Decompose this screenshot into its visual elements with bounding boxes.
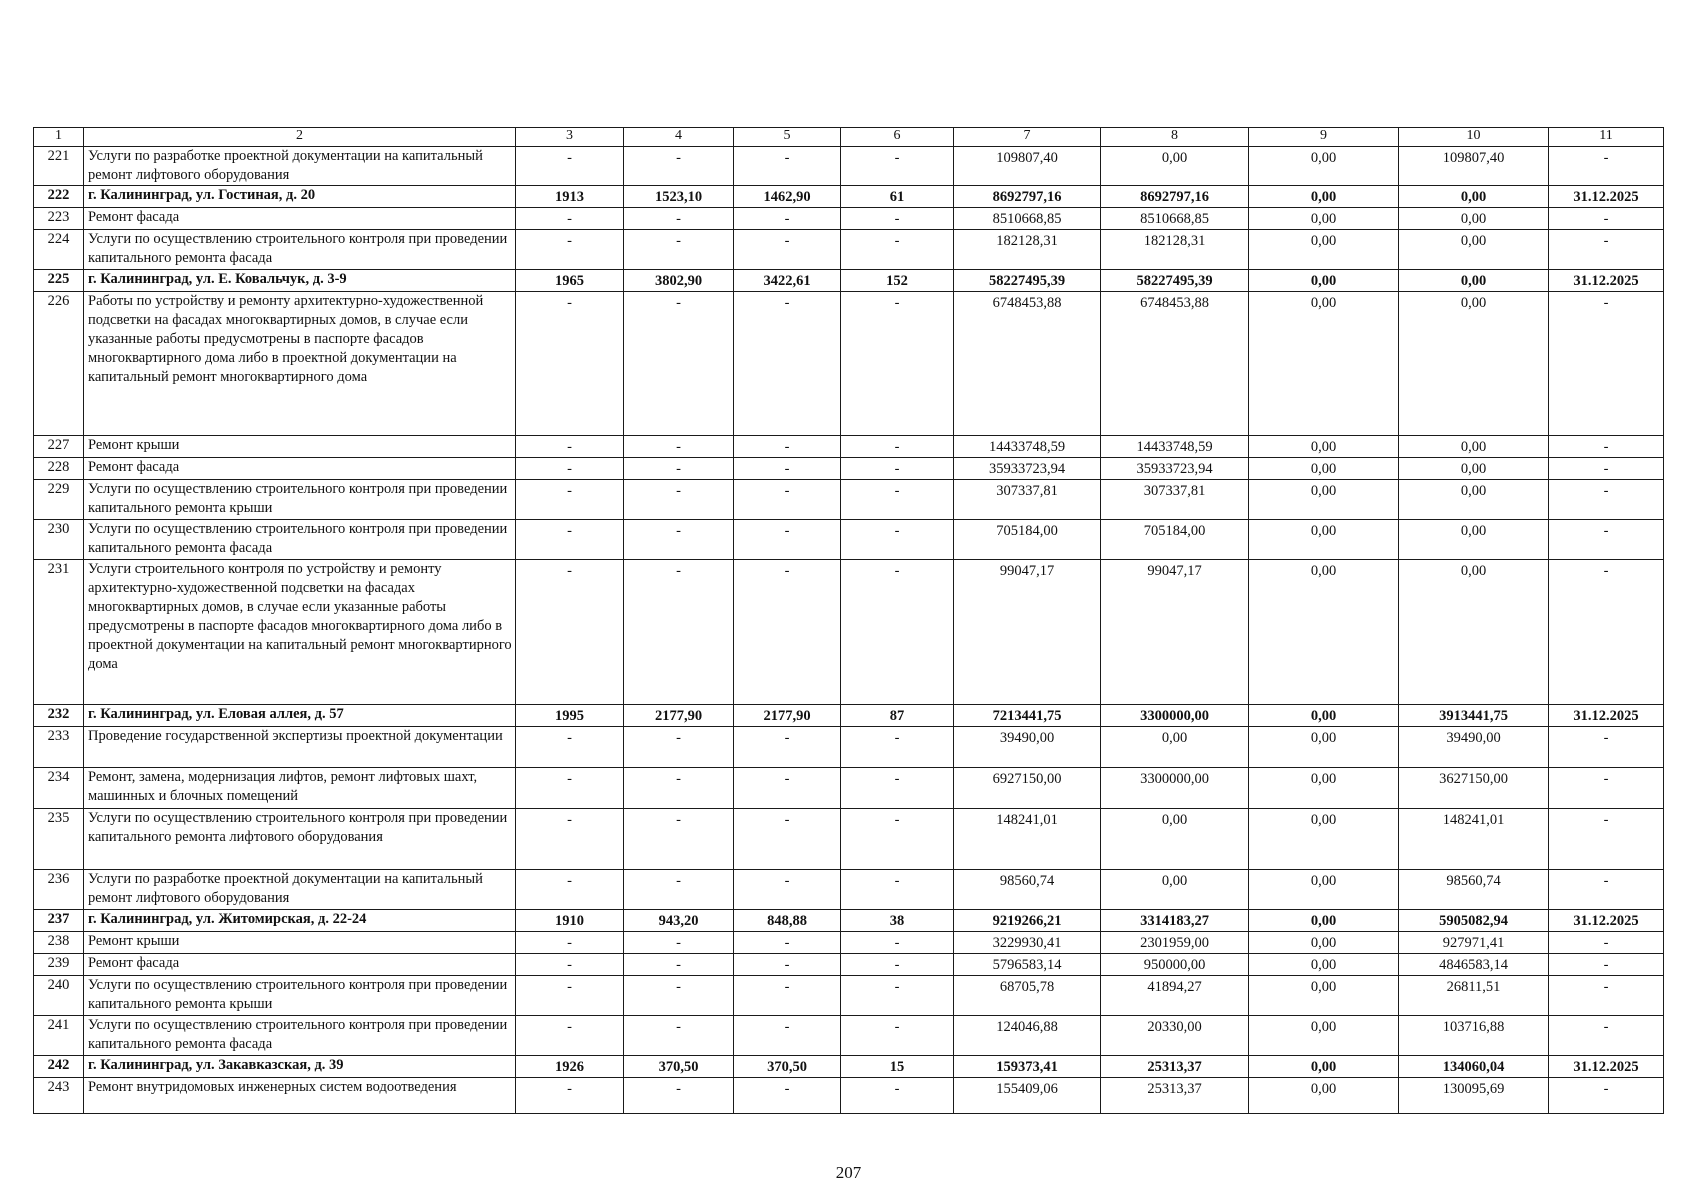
row-number: 234	[34, 768, 84, 809]
completion-date: -	[1549, 976, 1664, 1016]
work-item-row	[34, 976, 1664, 1016]
row-description: Услуги строительного контроля по устройству и ремонту архитектурно-художественной подсветки на фасадах многоквартирных домов, в случае если указанные работы предусмотрены в паспорте фасадов многоквартирного дома либо в проектной документации на капитальный ремонт многоквартирного дома	[84, 560, 516, 705]
row-description: Услуги по осуществлению строительного контроля при проведении капитального ремонта лифтового оборудования	[84, 809, 516, 870]
completion-date: 31.12.2025	[1549, 705, 1664, 727]
work-item-row	[34, 768, 1664, 809]
other-sources: 0,00	[1249, 1016, 1399, 1056]
completion-date: -	[1549, 458, 1664, 480]
total-cost: 98560,74	[954, 870, 1101, 910]
residents-count: -	[841, 436, 954, 458]
fund-regional-operator: 41894,27	[1101, 976, 1249, 1016]
residents-count: 87	[841, 705, 954, 727]
year-built: -	[516, 768, 624, 809]
completion-date: -	[1549, 480, 1664, 520]
other-sources: 0,00	[1249, 1056, 1399, 1078]
living-area: -	[734, 458, 841, 480]
total-area: 3802,90	[624, 270, 734, 292]
total-area: 1523,10	[624, 186, 734, 208]
fund-regional-operator: 705184,00	[1101, 520, 1249, 560]
living-area: -	[734, 230, 841, 270]
total-cost: 148241,01	[954, 809, 1101, 870]
other-sources: 0,00	[1249, 705, 1399, 727]
column-number: 9	[1249, 128, 1399, 147]
row-number: 233	[34, 727, 84, 768]
other-sources: 0,00	[1249, 436, 1399, 458]
work-item-row	[34, 292, 1664, 436]
living-area: -	[734, 954, 841, 976]
total-cost: 3229930,41	[954, 932, 1101, 954]
owners-funds: 0,00	[1399, 230, 1549, 270]
total-cost: 109807,40	[954, 147, 1101, 186]
completion-date: -	[1549, 727, 1664, 768]
owners-funds: 0,00	[1399, 270, 1549, 292]
total-cost: 9219266,21	[954, 910, 1101, 932]
fund-regional-operator: 3300000,00	[1101, 768, 1249, 809]
other-sources: 0,00	[1249, 147, 1399, 186]
work-item-row	[34, 520, 1664, 560]
total-area: 2177,90	[624, 705, 734, 727]
year-built: -	[516, 932, 624, 954]
row-description: Ремонт фасада	[84, 208, 516, 230]
residents-count: 152	[841, 270, 954, 292]
work-item-row	[34, 458, 1664, 480]
residents-count: -	[841, 147, 954, 186]
work-item-row	[34, 809, 1664, 870]
living-area: -	[734, 520, 841, 560]
other-sources: 0,00	[1249, 186, 1399, 208]
completion-date: -	[1549, 932, 1664, 954]
work-item-row	[34, 436, 1664, 458]
other-sources: 0,00	[1249, 932, 1399, 954]
row-number: 231	[34, 560, 84, 705]
owners-funds: 0,00	[1399, 186, 1549, 208]
fund-regional-operator: 950000,00	[1101, 954, 1249, 976]
living-area: -	[734, 870, 841, 910]
residents-count: -	[841, 292, 954, 436]
total-area: -	[624, 809, 734, 870]
address-row	[34, 186, 1664, 208]
year-built: -	[516, 147, 624, 186]
total-cost: 705184,00	[954, 520, 1101, 560]
year-built: -	[516, 292, 624, 436]
living-area: 370,50	[734, 1056, 841, 1078]
completion-date: 31.12.2025	[1549, 186, 1664, 208]
owners-funds: 0,00	[1399, 292, 1549, 436]
column-number: 8	[1101, 128, 1249, 147]
owners-funds: 134060,04	[1399, 1056, 1549, 1078]
other-sources: 0,00	[1249, 1078, 1399, 1114]
living-area: -	[734, 932, 841, 954]
total-area: -	[624, 560, 734, 705]
total-area: -	[624, 932, 734, 954]
total-cost: 7213441,75	[954, 705, 1101, 727]
owners-funds: 148241,01	[1399, 809, 1549, 870]
other-sources: 0,00	[1249, 292, 1399, 436]
fund-regional-operator: 99047,17	[1101, 560, 1249, 705]
total-area: -	[624, 458, 734, 480]
total-cost: 68705,78	[954, 976, 1101, 1016]
residents-count: -	[841, 480, 954, 520]
total-area: -	[624, 230, 734, 270]
row-number: 235	[34, 809, 84, 870]
fund-regional-operator: 0,00	[1101, 809, 1249, 870]
total-cost: 155409,06	[954, 1078, 1101, 1114]
other-sources: 0,00	[1249, 458, 1399, 480]
completion-date: -	[1549, 560, 1664, 705]
row-description: г. Калининград, ул. Закавказская, д. 39	[84, 1056, 516, 1078]
address-row	[34, 270, 1664, 292]
row-number: 242	[34, 1056, 84, 1078]
residents-count: 15	[841, 1056, 954, 1078]
row-number: 229	[34, 480, 84, 520]
total-area: 370,50	[624, 1056, 734, 1078]
completion-date: -	[1549, 809, 1664, 870]
row-description: г. Калининград, ул. Еловая аллея, д. 57	[84, 705, 516, 727]
address-row	[34, 1056, 1664, 1078]
work-item-row	[34, 208, 1664, 230]
other-sources: 0,00	[1249, 768, 1399, 809]
total-cost: 182128,31	[954, 230, 1101, 270]
owners-funds: 5905082,94	[1399, 910, 1549, 932]
year-built: -	[516, 870, 624, 910]
fund-regional-operator: 20330,00	[1101, 1016, 1249, 1056]
completion-date: -	[1549, 954, 1664, 976]
other-sources: 0,00	[1249, 230, 1399, 270]
year-built: -	[516, 1078, 624, 1114]
column-number: 1	[34, 128, 84, 147]
fund-regional-operator: 8692797,16	[1101, 186, 1249, 208]
completion-date: 31.12.2025	[1549, 270, 1664, 292]
year-built: -	[516, 1016, 624, 1056]
work-item-row	[34, 1078, 1664, 1114]
completion-date: -	[1549, 768, 1664, 809]
completion-date: -	[1549, 230, 1664, 270]
year-built: 1965	[516, 270, 624, 292]
row-number: 222	[34, 186, 84, 208]
other-sources: 0,00	[1249, 910, 1399, 932]
total-area: -	[624, 436, 734, 458]
other-sources: 0,00	[1249, 727, 1399, 768]
row-description: Работы по устройству и ремонту архитектурно-художественной подсветки на фасадах многоквартирных домов, в случае если указанные работы предусмотрены в паспорте фасадов многоквартирного дома либо в проектной документации на капитальный ремонт многоквартирного дома	[84, 292, 516, 436]
row-number: 241	[34, 1016, 84, 1056]
row-number: 239	[34, 954, 84, 976]
owners-funds: 927971,41	[1399, 932, 1549, 954]
owners-funds: 0,00	[1399, 436, 1549, 458]
address-row	[34, 910, 1664, 932]
row-description: г. Калининград, ул. Гостиная, д. 20	[84, 186, 516, 208]
total-cost: 14433748,59	[954, 436, 1101, 458]
living-area: -	[734, 768, 841, 809]
fund-regional-operator: 3300000,00	[1101, 705, 1249, 727]
year-built: -	[516, 976, 624, 1016]
work-item-row	[34, 560, 1664, 705]
work-item-row	[34, 480, 1664, 520]
row-number: 243	[34, 1078, 84, 1114]
fund-regional-operator: 3314183,27	[1101, 910, 1249, 932]
fund-regional-operator: 8510668,85	[1101, 208, 1249, 230]
living-area: -	[734, 480, 841, 520]
fund-regional-operator: 2301959,00	[1101, 932, 1249, 954]
row-description: Услуги по разработке проектной документации на капитальный ремонт лифтового оборудования	[84, 870, 516, 910]
year-built: -	[516, 809, 624, 870]
year-built: 1913	[516, 186, 624, 208]
column-number-header-row	[34, 128, 1664, 147]
column-number: 4	[624, 128, 734, 147]
fund-regional-operator: 25313,37	[1101, 1056, 1249, 1078]
completion-date: -	[1549, 1016, 1664, 1056]
row-number: 225	[34, 270, 84, 292]
column-number: 6	[841, 128, 954, 147]
completion-date: 31.12.2025	[1549, 910, 1664, 932]
work-item-row	[34, 230, 1664, 270]
total-cost: 58227495,39	[954, 270, 1101, 292]
row-description: Ремонт крыши	[84, 932, 516, 954]
total-cost: 124046,88	[954, 1016, 1101, 1056]
row-number: 238	[34, 932, 84, 954]
address-row	[34, 705, 1664, 727]
row-description: Услуги по осуществлению строительного контроля при проведении капитального ремонта фасада	[84, 230, 516, 270]
total-area: -	[624, 976, 734, 1016]
owners-funds: 109807,40	[1399, 147, 1549, 186]
living-area: -	[734, 292, 841, 436]
row-description: Ремонт крыши	[84, 436, 516, 458]
completion-date: -	[1549, 520, 1664, 560]
owners-funds: 3627150,00	[1399, 768, 1549, 809]
row-number: 236	[34, 870, 84, 910]
total-area: -	[624, 727, 734, 768]
residents-count: -	[841, 727, 954, 768]
residents-count: -	[841, 768, 954, 809]
row-number: 228	[34, 458, 84, 480]
fund-regional-operator: 0,00	[1101, 147, 1249, 186]
total-area: -	[624, 768, 734, 809]
residents-count: -	[841, 230, 954, 270]
total-area: -	[624, 954, 734, 976]
row-description: Ремонт внутридомовых инженерных систем водоотведения	[84, 1078, 516, 1114]
other-sources: 0,00	[1249, 954, 1399, 976]
residents-count: -	[841, 1078, 954, 1114]
work-item-row	[34, 1016, 1664, 1056]
year-built: -	[516, 520, 624, 560]
residents-count: -	[841, 932, 954, 954]
other-sources: 0,00	[1249, 809, 1399, 870]
total-area: -	[624, 147, 734, 186]
total-area: -	[624, 292, 734, 436]
total-area: -	[624, 480, 734, 520]
row-description: Услуги по разработке проектной документации на капитальный ремонт лифтового оборудования	[84, 147, 516, 186]
owners-funds: 3913441,75	[1399, 705, 1549, 727]
owners-funds: 26811,51	[1399, 976, 1549, 1016]
total-cost: 307337,81	[954, 480, 1101, 520]
total-area: -	[624, 1078, 734, 1114]
year-built: -	[516, 954, 624, 976]
work-item-row	[34, 870, 1664, 910]
completion-date: -	[1549, 1078, 1664, 1114]
completion-date: -	[1549, 870, 1664, 910]
year-built: 1910	[516, 910, 624, 932]
residents-count: -	[841, 520, 954, 560]
fund-regional-operator: 182128,31	[1101, 230, 1249, 270]
residents-count: -	[841, 560, 954, 705]
year-built: -	[516, 560, 624, 705]
living-area: -	[734, 1016, 841, 1056]
living-area: 3422,61	[734, 270, 841, 292]
year-built: -	[516, 480, 624, 520]
living-area: -	[734, 560, 841, 705]
total-cost: 8510668,85	[954, 208, 1101, 230]
living-area: 2177,90	[734, 705, 841, 727]
other-sources: 0,00	[1249, 560, 1399, 705]
total-cost: 8692797,16	[954, 186, 1101, 208]
completion-date: 31.12.2025	[1549, 1056, 1664, 1078]
capital-repair-table	[33, 127, 1664, 1114]
total-cost: 35933723,94	[954, 458, 1101, 480]
living-area: -	[734, 208, 841, 230]
row-number: 221	[34, 147, 84, 186]
other-sources: 0,00	[1249, 208, 1399, 230]
other-sources: 0,00	[1249, 480, 1399, 520]
total-cost: 6748453,88	[954, 292, 1101, 436]
living-area: -	[734, 809, 841, 870]
owners-funds: 130095,69	[1399, 1078, 1549, 1114]
other-sources: 0,00	[1249, 870, 1399, 910]
completion-date: -	[1549, 292, 1664, 436]
row-description: Ремонт, замена, модернизация лифтов, ремонт лифтовых шахт, машинных и блочных помещений	[84, 768, 516, 809]
living-area: -	[734, 436, 841, 458]
owners-funds: 0,00	[1399, 458, 1549, 480]
residents-count: -	[841, 208, 954, 230]
residents-count: -	[841, 870, 954, 910]
completion-date: -	[1549, 147, 1664, 186]
total-cost: 5796583,14	[954, 954, 1101, 976]
owners-funds: 0,00	[1399, 480, 1549, 520]
fund-regional-operator: 35933723,94	[1101, 458, 1249, 480]
fund-regional-operator: 0,00	[1101, 870, 1249, 910]
work-item-row	[34, 954, 1664, 976]
year-built: -	[516, 458, 624, 480]
column-number: 7	[954, 128, 1101, 147]
column-number: 2	[84, 128, 516, 147]
other-sources: 0,00	[1249, 270, 1399, 292]
fund-regional-operator: 58227495,39	[1101, 270, 1249, 292]
total-area: -	[624, 870, 734, 910]
total-cost: 39490,00	[954, 727, 1101, 768]
total-area: -	[624, 1016, 734, 1056]
owners-funds: 0,00	[1399, 560, 1549, 705]
fund-regional-operator: 14433748,59	[1101, 436, 1249, 458]
row-description: Услуги по осуществлению строительного контроля при проведении капитального ремонта фасада	[84, 520, 516, 560]
column-number: 5	[734, 128, 841, 147]
owners-funds: 98560,74	[1399, 870, 1549, 910]
row-description: г. Калининград, ул. Е. Ковальчук, д. 3-9	[84, 270, 516, 292]
living-area: -	[734, 147, 841, 186]
fund-regional-operator: 0,00	[1101, 727, 1249, 768]
total-area: -	[624, 520, 734, 560]
living-area: -	[734, 976, 841, 1016]
page-number: 207	[835, 1163, 862, 1182]
row-number: 237	[34, 910, 84, 932]
other-sources: 0,00	[1249, 520, 1399, 560]
row-description: Услуги по осуществлению строительного контроля при проведении капитального ремонта крыши	[84, 480, 516, 520]
residents-count: 61	[841, 186, 954, 208]
total-cost: 159373,41	[954, 1056, 1101, 1078]
residents-count: -	[841, 954, 954, 976]
year-built: 1926	[516, 1056, 624, 1078]
work-item-row	[34, 932, 1664, 954]
living-area: -	[734, 1078, 841, 1114]
row-description: Проведение государственной экспертизы проектной документации	[84, 727, 516, 768]
completion-date: -	[1549, 208, 1664, 230]
row-description: Услуги по осуществлению строительного контроля при проведении капитального ремонта крыши	[84, 976, 516, 1016]
living-area: -	[734, 727, 841, 768]
living-area: 848,88	[734, 910, 841, 932]
fund-regional-operator: 307337,81	[1101, 480, 1249, 520]
total-area: 943,20	[624, 910, 734, 932]
year-built: -	[516, 230, 624, 270]
fund-regional-operator: 6748453,88	[1101, 292, 1249, 436]
work-item-row	[34, 727, 1664, 768]
total-cost: 6927150,00	[954, 768, 1101, 809]
other-sources: 0,00	[1249, 976, 1399, 1016]
row-number: 227	[34, 436, 84, 458]
completion-date: -	[1549, 436, 1664, 458]
living-area: 1462,90	[734, 186, 841, 208]
row-number: 223	[34, 208, 84, 230]
owners-funds: 39490,00	[1399, 727, 1549, 768]
row-number: 224	[34, 230, 84, 270]
row-number: 240	[34, 976, 84, 1016]
owners-funds: 0,00	[1399, 208, 1549, 230]
year-built: 1995	[516, 705, 624, 727]
residents-count: -	[841, 809, 954, 870]
row-description: г. Калининград, ул. Житомирская, д. 22-24	[84, 910, 516, 932]
row-description: Услуги по осуществлению строительного контроля при проведении капитального ремонта фасада	[84, 1016, 516, 1056]
column-number: 3	[516, 128, 624, 147]
row-number: 226	[34, 292, 84, 436]
row-description: Ремонт фасада	[84, 458, 516, 480]
work-item-row	[34, 147, 1664, 186]
column-number: 11	[1549, 128, 1664, 147]
residents-count: -	[841, 1016, 954, 1056]
owners-funds: 0,00	[1399, 520, 1549, 560]
year-built: -	[516, 436, 624, 458]
owners-funds: 103716,88	[1399, 1016, 1549, 1056]
residents-count: -	[841, 458, 954, 480]
residents-count: -	[841, 976, 954, 1016]
column-number: 10	[1399, 128, 1549, 147]
row-description: Ремонт фасада	[84, 954, 516, 976]
fund-regional-operator: 25313,37	[1101, 1078, 1249, 1114]
row-number: 232	[34, 705, 84, 727]
total-cost: 99047,17	[954, 560, 1101, 705]
year-built: -	[516, 727, 624, 768]
year-built: -	[516, 208, 624, 230]
total-area: -	[624, 208, 734, 230]
owners-funds: 4846583,14	[1399, 954, 1549, 976]
row-number: 230	[34, 520, 84, 560]
residents-count: 38	[841, 910, 954, 932]
